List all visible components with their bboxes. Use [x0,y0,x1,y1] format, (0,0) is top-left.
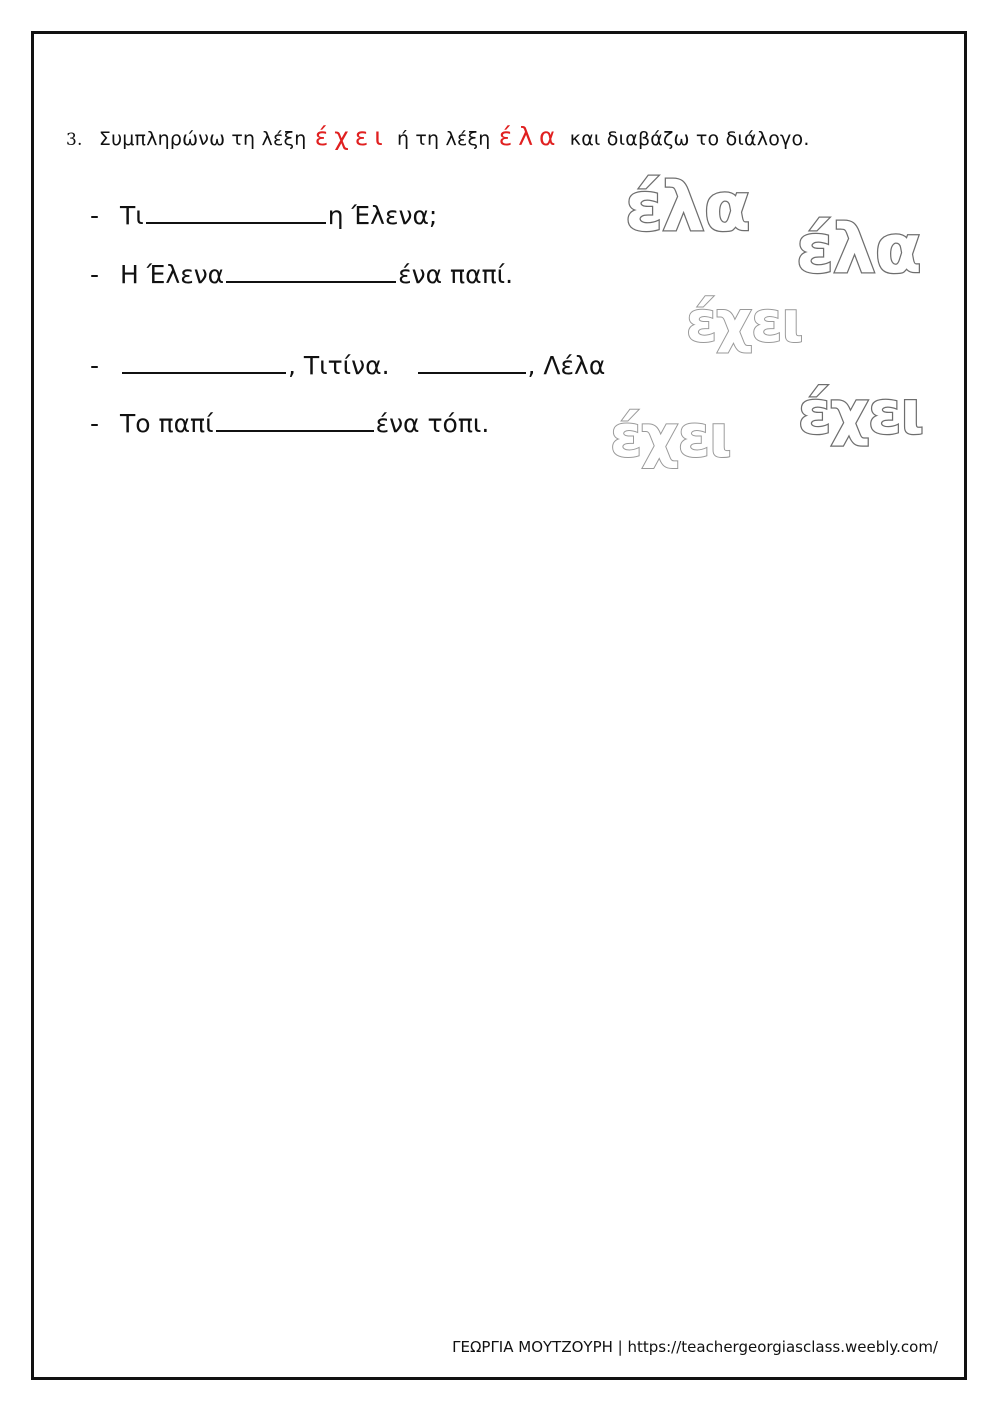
dialogue-line-1 [90,200,437,230]
dash: - [90,351,100,380]
word-bank-ela-1: έλα [625,168,750,247]
answer-blank-4[interactable] [418,350,526,374]
line-3-after-first: , Τιτίνα. [288,351,390,380]
dialogue-line-3 [90,350,605,380]
highlight-word-ela: έλα [498,122,562,151]
word-bank-exei-1: έχει [686,290,803,355]
dash: - [90,201,100,230]
dash: - [90,409,100,438]
highlight-word-exei: έχει [314,122,389,151]
answer-blank-3[interactable] [122,350,286,374]
line-2-before: Η Έλενα [120,260,225,289]
word-bank-exei-2: έχει [610,402,731,470]
instruction-text-3: και διαβάζω το διάλογο. [569,128,810,150]
word-bank-ela-2: έλα [796,210,921,289]
answer-blank-5[interactable] [216,408,374,432]
line-1-before: Τι [120,201,144,230]
line-3-after-second: , Λέλα [527,351,606,380]
exercise-instruction [66,122,810,151]
exercise-number: 3. [66,130,83,150]
instruction-text-2: ή τη λέξη [396,128,491,150]
line-2-after: ένα παπί. [398,260,514,289]
answer-blank-2[interactable] [226,259,396,283]
word-bank-exei-3: έχει [798,378,923,448]
dialogue-line-2 [90,259,513,289]
dash: - [90,260,100,289]
instruction-text-1: Συμπληρώνω τη λέξη [98,128,307,150]
line-4-after: ένα τόπι. [375,409,490,438]
footer-credit: ΓΕΩΡΓΙΑ ΜΟΥΤΖΟΥΡΗ | https://teachergeorgiasclass.weebly.com/ [452,1338,938,1356]
dialogue-line-4 [90,408,489,438]
answer-blank-1[interactable] [146,200,326,224]
line-4-before: Το παπί [120,409,214,438]
line-1-after: η Έλενα; [327,201,438,230]
